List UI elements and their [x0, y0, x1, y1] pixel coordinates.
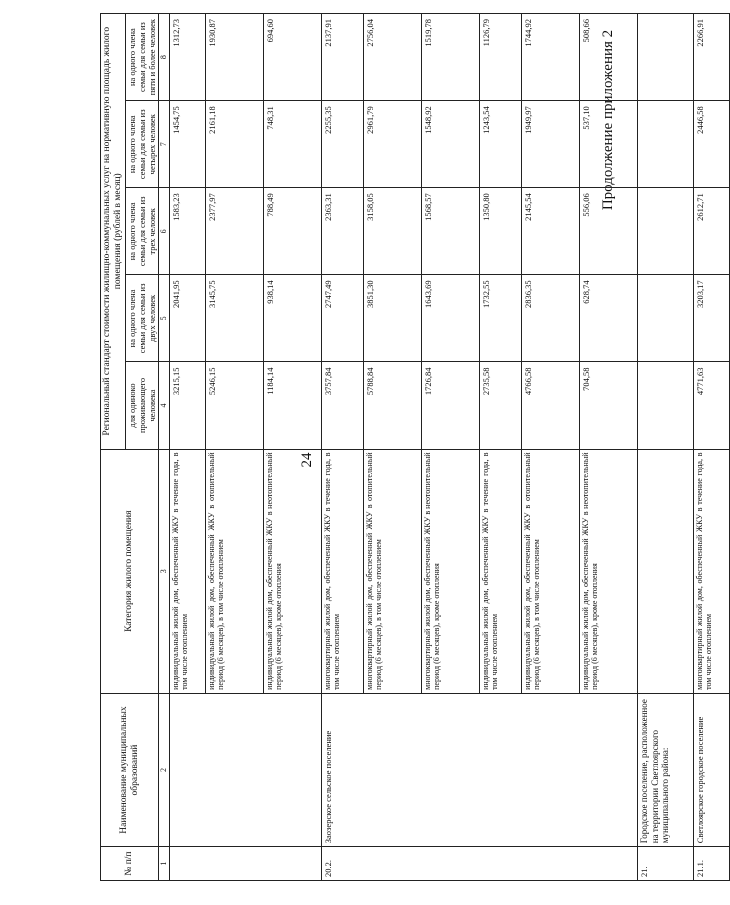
header-family-of-two: на одного члена семьи для семьи из двух человек [126, 275, 159, 362]
value-cell: 1519,78 [421, 14, 479, 101]
header-municipality-name: Наименование муниципальных образований [101, 693, 159, 846]
row-number-cell: 21.1. [693, 847, 729, 881]
value-cell: 2612,71 [693, 188, 729, 275]
value-cell: 1184,14 [263, 362, 321, 449]
value-cell: 2161,18 [205, 101, 263, 188]
municipality-name-cell: Городское поселение, расположенное на территории Светлоярского муниципального района: [637, 693, 693, 846]
value-cell: 2377,97 [205, 188, 263, 275]
column-index: 5 [159, 275, 169, 362]
value-cell: 1949,97 [521, 101, 579, 188]
municipality-name-cell: Светлоярское городское поселение [693, 693, 729, 846]
value-cell: 5246,15 [205, 362, 263, 449]
page-number: 24 [299, 452, 315, 468]
value-cell: 4771,63 [693, 362, 729, 449]
empty-cell [637, 188, 693, 275]
regional-standard-table [100, 13, 730, 881]
category-cell: индивидуальный жилой дом, обеспеченный ЖКУ в течение года, в том числе отоплением [169, 449, 205, 693]
empty-cell [637, 362, 693, 449]
value-cell: 2041,95 [169, 275, 205, 362]
value-cell: 3203,17 [693, 275, 729, 362]
value-cell: 938,14 [263, 275, 321, 362]
value-cell: 1732,55 [479, 275, 521, 362]
value-cell: 2735,58 [479, 362, 521, 449]
value-cell: 1454,75 [169, 101, 205, 188]
category-cell: индивидуальный жилой дом, обеспеченный ЖКУ в неотопительный период (6 месяцев), кроме отопления [579, 449, 637, 693]
category-cell: индивидуальный жилой дом, обеспеченный ЖКУ в неотопительный период (6 месяцев), кроме отопления [263, 449, 321, 693]
value-cell: 2961,79 [363, 101, 421, 188]
value-cell: 1312,73 [169, 14, 205, 101]
value-cell: 628,74 [579, 275, 637, 362]
municipality-name-cell [169, 693, 321, 846]
value-cell: 1568,57 [421, 188, 479, 275]
value-cell: 2266,91 [693, 14, 729, 101]
table-row [693, 14, 729, 881]
value-cell: 694,60 [263, 14, 321, 101]
value-cell: 1126,79 [479, 14, 521, 101]
column-index: 7 [159, 101, 169, 188]
value-cell: 2446,58 [693, 101, 729, 188]
row-number-cell: 20.2. [321, 847, 637, 881]
value-cell: 2137,91 [321, 14, 363, 101]
value-cell: 3851,30 [363, 275, 421, 362]
header-family-of-four: на одного члена семьи для семьи из четырех человек [126, 101, 159, 188]
category-cell: индивидуальный жилой дом, обеспеченный ЖКУ в отопительный период (6 месяцев), в том числе отоплением [205, 449, 263, 693]
header-family-of-three: на одного члена семьи для семьи из трех человек [126, 188, 159, 275]
value-cell: 2747,49 [321, 275, 363, 362]
value-cell: 704,58 [579, 362, 637, 449]
municipality-group-row [637, 14, 693, 881]
value-cell: 5788,84 [363, 362, 421, 449]
value-cell: 2756,04 [363, 14, 421, 101]
empty-cell [637, 101, 693, 188]
column-index: 3 [159, 449, 169, 693]
category-cell: многоквартирный жилой дом, обеспеченный ЖКУ в течение года, в том числе отоплением [321, 449, 363, 693]
value-cell: 3145,75 [205, 275, 263, 362]
row-number-cell: 21. [637, 847, 693, 881]
column-index: 4 [159, 362, 169, 449]
value-cell: 3158,05 [363, 188, 421, 275]
row-number-cell [169, 847, 321, 881]
value-cell: 1726,84 [421, 362, 479, 449]
category-cell: индивидуальный жилой дом, обеспеченный ЖКУ в отопительный период (6 месяцев), в том числе отоплением [521, 449, 579, 693]
header-category: Категория жилого помещения [101, 449, 159, 693]
value-cell: 1744,92 [521, 14, 579, 101]
value-cell: 2836,35 [521, 275, 579, 362]
table-row [169, 14, 205, 881]
value-cell: 2255,35 [321, 101, 363, 188]
table-row [321, 14, 363, 881]
value-cell: 537,10 [579, 101, 637, 188]
value-cell: 1350,80 [479, 188, 521, 275]
value-cell: 1583,23 [169, 188, 205, 275]
continuation-title: Продолжение приложения 2 [600, 29, 616, 211]
category-cell: многоквартирный жилой дом, обеспеченный ЖКУ в неотопительный период (6 месяцев), кроме отопления [421, 449, 479, 693]
header-family-of-five-plus: на одного члена семьи для семьи из пяти и более человек [126, 14, 159, 101]
category-cell: многоквартирный жилой дом, обеспеченный ЖКУ в отопительный период (6 месяцев), в том числе отоплением [363, 449, 421, 693]
value-cell: 748,31 [263, 101, 321, 188]
category-cell: индивидуальный жилой дом, обеспеченный ЖКУ в течение года, в том числе отоплением [479, 449, 521, 693]
category-cell: многоквартирный жилой дом, обеспеченный ЖКУ в течение года, в том числе отоплением [693, 449, 729, 693]
header-single-person: для одиноко проживающего человека [126, 362, 159, 449]
value-cell: 3215,15 [169, 362, 205, 449]
value-cell: 508,66 [579, 14, 637, 101]
value-cell: 3757,84 [321, 362, 363, 449]
empty-cell [637, 14, 693, 101]
value-cell: 1243,54 [479, 101, 521, 188]
value-cell: 2363,31 [321, 188, 363, 275]
column-index: 2 [159, 693, 169, 846]
column-index: 8 [159, 14, 169, 101]
column-index: 6 [159, 188, 169, 275]
value-cell: 1930,87 [205, 14, 263, 101]
empty-cell [637, 275, 693, 362]
value-cell: 1548,92 [421, 101, 479, 188]
value-cell: 4766,58 [521, 362, 579, 449]
header-no: № п/п [101, 847, 159, 881]
column-index: 1 [159, 847, 169, 881]
empty-cell [637, 449, 693, 693]
value-cell: 788,49 [263, 188, 321, 275]
value-cell: 1643,69 [421, 275, 479, 362]
header-regional-standard: Региональный стандарт стоимости жилищно-коммунальных услуг на нормативную площадь жилого помещения (рублей в месяц) [101, 14, 126, 450]
municipality-name-cell: Заозерское сельское поселение [321, 693, 637, 846]
value-cell: 556,06 [579, 188, 637, 275]
value-cell: 2145,54 [521, 188, 579, 275]
